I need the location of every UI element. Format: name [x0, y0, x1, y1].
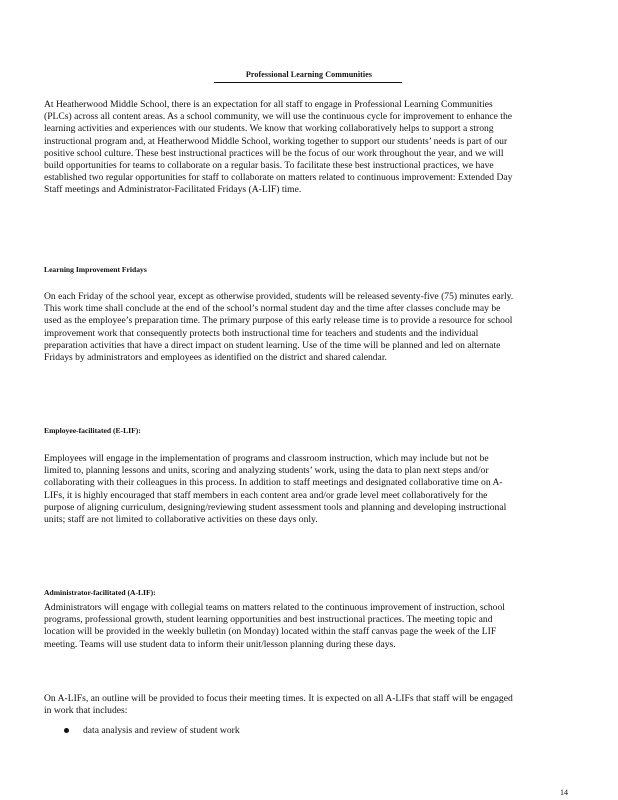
lif-paragraph — [44, 291, 514, 364]
paragraph-text: At Heatherwood Middle School, there is an expectation for all staff to engage in Professional Learning Communities (PLCs) across all content areas. As a school community, we will use the continuous cycle for improvement to enhance the learning activities and experiences with our students. We know that working collaboratively helps to support a strong instructional program and, at Heatherwood Middle School, working together to support our students’ needs is part of our positive school culture. These best instructional practices will be the focus of our work throughout the year, and we will build opportunities for teams to collaborate on a regular basis. To facilitate these best instructional practices, we have established two regular opportunities for staff to collaborate on matters related to continuous improvement: Extended Day Staff meetings and Administrator-Facilitated Fridays (A-LIF) time. — [44, 99, 513, 196]
bullet-icon — [64, 728, 69, 733]
bullet-text: data analysis and review of student work — [83, 725, 240, 736]
title-underline — [214, 82, 402, 83]
intro-paragraph — [44, 99, 514, 197]
alif-outline-paragraph — [44, 693, 514, 717]
paragraph-text: Administrators will engage with collegial teams on matters related to the continuous improvement of instruction, school programs, professional growth, student learning opportunities and best instructional practices. The meeting topic and location will be provided in the weekly bulletin (on Monday) located within the staff canvas page the week of the LIF meeting. Teams will use student data to inform their unit/lesson planning during these days. — [44, 602, 505, 650]
page-title: Professional Learning Communities — [245, 70, 373, 79]
page-number: 14 — [560, 788, 568, 797]
paragraph-text: On each Friday of the school year, except as otherwise provided, students will be released seventy-five (75) minutes early. This work time shall conclude at the end of the school’s normal student day and the time after classes conclude may be used as the employee’s preparation time. The primary purpose of this early release time is to provide a resource for school improvement work that consequently protects both instructional time for teachers and students and the individual preparation activities that have a direct impact on student learning. Use of the time will be planned and led on alternate Fridays by administrators and employees as identified on the district and shared calendar. — [44, 291, 514, 364]
elif-paragraph — [44, 453, 514, 526]
paragraph-text: Employees will engage in the implementation of programs and classroom instruction, which may include but not be limited to, planning lessons and units, scoring and analyzing students’ work, using the data to plan next steps and/or collaborating with their colleagues in this process. In addition to staff meetings and designated collaborative time on A-LIFs, it is highly encouraged that staff members in each content area and/or grade level meet collaboratively for the purpose of aligning curriculum, designing/reviewing student assessment tools and planning and developing instructional units; staff are not limited to collaborative activities on these days only. — [44, 453, 507, 526]
alif-paragraph — [44, 602, 514, 651]
paragraph-text: On A-LIFs, an outline will be provided to focus their meeting times. It is expected on all A-LIFs that staff will be engaged in work that includes: — [44, 693, 513, 717]
section-heading-lif: Learning Improvement Fridays — [44, 265, 147, 274]
bullet-item — [44, 725, 514, 736]
section-heading-elif: Employee-facilitated (E-LIF): — [44, 426, 141, 435]
section-heading-alif: Administrator-facilitated (A-LIF): — [44, 588, 156, 597]
